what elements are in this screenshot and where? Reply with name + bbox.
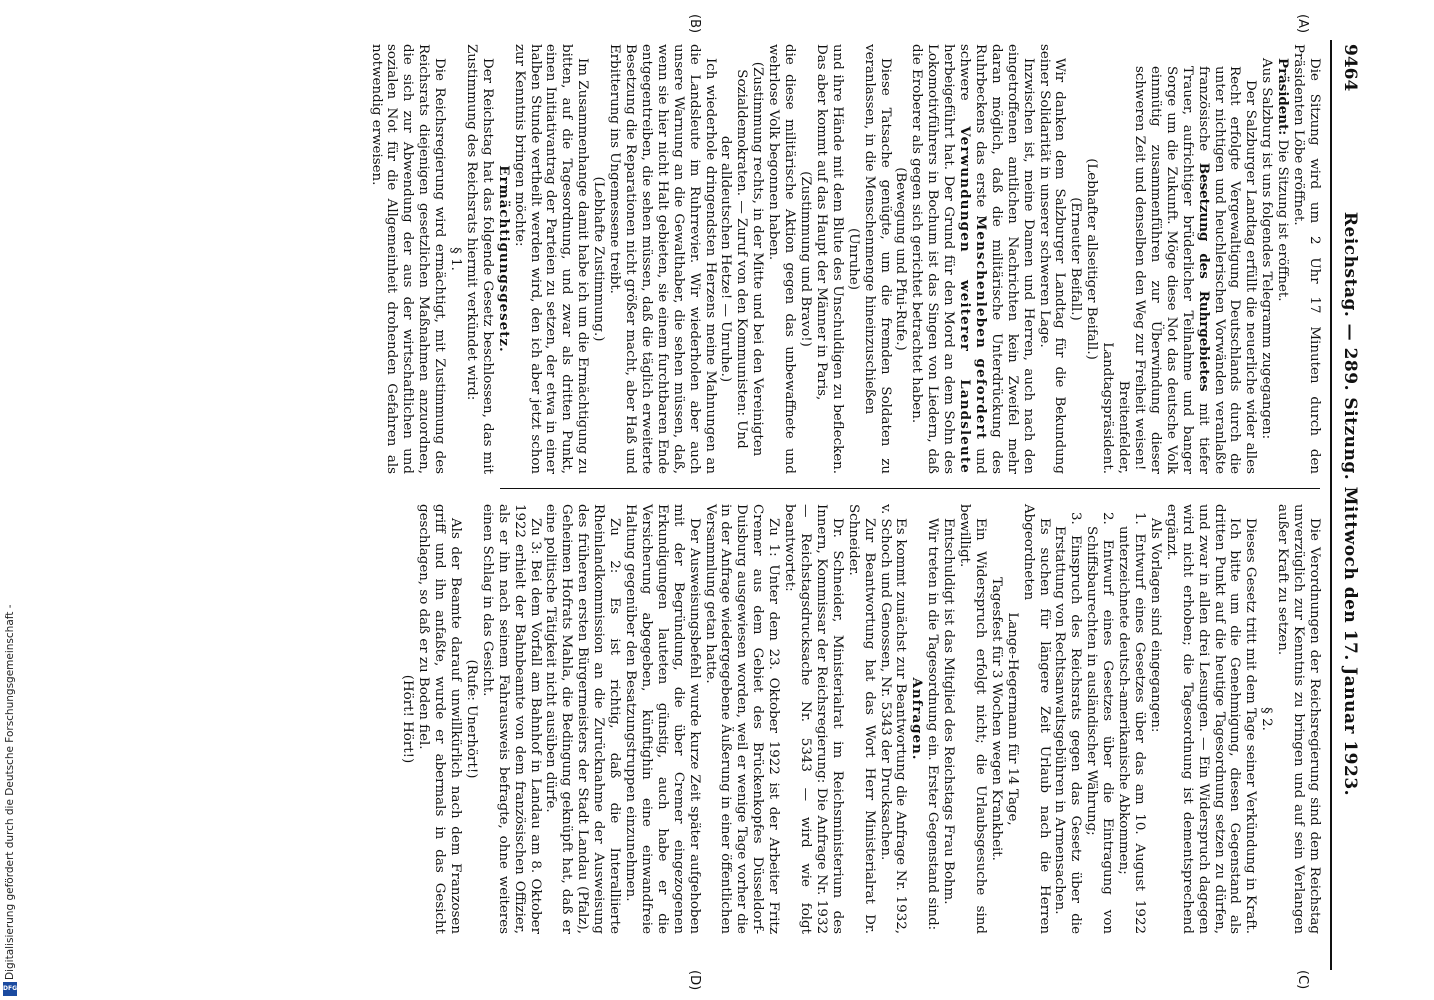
right-paragraph-13: Zu 3: Bei dem Vorfall am Bahnhof in Landau am 8. Oktober 1922 erhielt der Bahnbeamte von dem französischen Offizier, als er ihn nach seinem Fahrausweis befragte, ohne weiteres einen Schlag in das Gesicht. (479, 504, 543, 934)
right-paragraph-6: Wir treten in die Tagesordnung ein. Erster Gegenstand sind: (925, 518, 941, 931)
header-title: Reichstag. — 289. Sitzung. Mittwoch den 17. Januar 1923. (1340, 211, 1360, 797)
right-paragraph-12: Zu 2: Es ist richtig, daß die Interalliierte Rheinlandkommission an die Zurücknahme der Ausweisung des früheren ersten Bürgermeisters der Stadt Landau (Pfalz), Geheimen Hofrats Mahla, die Bedingung geknüpft hat, daß er eine politische Tätigkeit nicht ausüben dürfe. (543, 504, 623, 934)
vorlage-item-1: 1. Entwurf eines Gesetzes über das am 10. August 1922 unterzeichnete deutsch-amerikanische Abkommen; (1116, 512, 1148, 934)
paragraph-1: Wir danken dem Salzburger Landtag für die Bekundung seiner Solidarität in unserer schweren Lage. (1036, 44, 1068, 474)
anfragen-heading: Anfragen. (909, 677, 926, 761)
right-paragraph-2: Dieses Gesetz tritt mit dem Tage seiner Verkündung in Kraft. (1243, 518, 1259, 934)
urlaub-item-1: Lange-Hegermann für 14 Tage, (1004, 612, 1020, 826)
column-divider (500, 488, 1320, 489)
reaction-1: (Bewegung und Pfui-Rufe.) (893, 167, 909, 351)
reaction-2: (Unruhe) (845, 228, 861, 290)
margin-label-b: (B) (687, 14, 702, 34)
right-paragraph-11: Der Ausweisungsbefehl wurde kurze Zeit später aufgehoben mit der Begründung, die über Cremer eingezogenen Erkundigungen lauteten günstig, auch habe er die Versicherung abgegeben, künftighin eine einwandfreie Haltung gegenüber den Besatzungstruppen einzunehmen. (623, 504, 702, 934)
page-number: 9464 (1340, 44, 1360, 92)
vorlage-item-2: 2. Entwurf eines Gesetzes über die Eintragung von Schiffsbaurechten in ausländischer Währung; (1084, 512, 1116, 934)
law-title: Ermächtigungsgesetz. (495, 165, 512, 353)
telegram-text: Der Salzburger Landtag erfüllt die neuerliche wider alles Recht erfolgte Vergewaltigung Deutschlands durch die unter nichtigen und heuchlerischen Vorwänden veranlaßte französische Besetzung des Ruhrgebietes mit tiefer Trauer, aufrichtiger brüderlicher Teilnahme und banger Sorge um die Zukunft. Möge diese Not das deutsche Volk einmütig zusammenführen zur Überwindung dieser schweren Zeit und denselben den Weg zur Freiheit weisen! (1132, 66, 1259, 474)
left-column (368, 44, 1322, 474)
right-paragraph-5: Entschuldigt ist das Mitglied des Reichstags Frau Bohm. (941, 518, 957, 905)
right-column (399, 504, 1322, 934)
right-paragraph-9: Dr. Schneider, Ministerialrat im Reichsministerium des Innern, Kommissar der Reichsregierung: Die Anfrage Nr. 1932 — Reichstagsdrucksache Nr. 5343 — wird wie folgt beantwortet: (782, 504, 845, 934)
right-paragraph-8: Zur Beantwortung hat das Wort Herr Ministerialrat Dr. Schneider. (845, 504, 877, 934)
footer-text: Digitalisierung gefördert durch die Deutsche Forschungsgemeinschaft - (4, 604, 16, 980)
right-paragraph-3: Ich bitte um die Genehmigung, diesen Gegenstand als dritten Punkt auf die heutige Tagesordnung setzen zu dürfen, und zwar in allen drei Lesungen. — Ein Widerspruch dagegen wird nicht erhoben; die Tagesordnung ist dementsprechend ergänzt. (1163, 504, 1243, 934)
law-intro: Der Reichstag hat das folgende Gesetz beschlossen, das mit Zustimmung des Reichsrats hiermit verkündet wird: (463, 44, 495, 474)
signature-name: Breitenfelder, (1116, 380, 1132, 474)
vorlagen-heading: Als Vorlagen sind eingegangen: (1147, 518, 1163, 733)
right-paragraph-10: Zu 1: Unter dem 23. Oktober 1922 ist der Arbeiter Fritz Cremer aus dem Gebiet des Brückenkopfes Düsseldorf-Duisburg ausgewiesen worden, weil er wenige Tage vorher die in der Anfrage wiedergegebene Äußerung in einer öffentlichen Versammlung getan hatte. (702, 504, 782, 934)
urlaub-item-2: Tagesfest für 3 Wochen wegen Krankheit. (988, 577, 1004, 861)
reaction-7: (Hört! Hört!) (400, 674, 416, 764)
law-paragraph-1: Die Reichsregierung wird ermächtigt, mit Zustimmung des Reichsrats diejenigen gesetzlichen Maßnahmen anzuordnen, die sich zur Abwendung der aus der wirtschaftlichen und sozialen Not für die Allgemeinheit drohenden Gefahren als notwendig erweisen. (368, 44, 448, 474)
paragraph-4: die diese militärische Aktion gegen das unbewaffnete und wehrlose Volk begonnen haben. (766, 44, 798, 474)
rotated-newspaper-page (8, 4, 1368, 1000)
right-paragraph-1: Die Verordnungen der Reichsregierung sind dem Reichstag unverzüglich zur Kenntnis zu bringen und auf sein Verlangen außer Kraft zu setzen. (1275, 504, 1322, 934)
margin-label-d: (D) (687, 970, 702, 991)
reaction-4: (Zustimmung rechts, in der Mitte und bei den Vereinigten Sozialdemokraten. — Zuruf von den Kommunisten: Und der alldeutschen Hetze! — Unruhe.) (718, 61, 766, 457)
telegram-intro: Aus Salzburg ist uns folgendes Telegramm zugegangen: (1259, 58, 1275, 440)
opening-text: Die Sitzung wird um 2 Uhr 17 Minuten durch den Präsidenten Löbe eröffnet. (1291, 44, 1322, 474)
paragraph-2: Inzwischen ist, meine Damen und Herren, auch nach den eingetroffenen amtlichen Nachrichten kein Zweifel mehr daran möglich, daß die militärische Unterdrückung des Ruhrbeckens das erste Menschenleben gefordert und schwere Verwundungen weiterer Landsleute herbeigeführt hat. Der Grund für den Mord an dem Sohn des Lokomotivführers in Bochum ist das Singen von Liedern, daß die Eroberer als gegen sich gerichtet betrachtet haben. (909, 44, 1036, 474)
paragraph-sign-2: § 2. (1259, 707, 1275, 731)
paragraph-3b: und ihre Hände mit dem Blute des Unschuldigen zu beflecken. Das aber kommt auf das Haupt der Männer in Paris, (813, 44, 845, 474)
header-rule (1330, 40, 1332, 970)
president-label: Präsident: (1275, 58, 1292, 136)
signature-title: Landtagspräsident. (1100, 342, 1116, 474)
paragraph-6: Im Zusammenhange damit habe ich um die Ermächtigung zu bitten, auf die Tagesordnung, und zwar als dritten Punkt, einen Initiativantrag der Parteien zu setzen, der etwa in einer halben Stunde vertheilt werden wird, den ich aber jetzt schon zur Kenntnis bringen möchte: (511, 44, 591, 474)
reaction-5: (Lebhafte Zustimmung.) (591, 176, 607, 342)
telegram-bold: Besetzung des Ruhrgebietes (1195, 162, 1212, 392)
paragraph-5: Ich wiederhole dringendsten Herzens meine Mahnungen an die Landsleute im Ruhrrevier. Wir wiederholen aber auch unsere Warnung an die Gewalthaber, die sehen müssen, daß, wenn sie hier nicht Halt gebieten, sie einem furchtbaren Ende entgegentreiben, die sehen müssen, daß die täglich erweiterte Besetzung die Reparationen nicht größer macht, aber Haß und Erbitterung ins Ungemessene treibt. (607, 44, 718, 474)
right-paragraph-4: Ein Widerspruch erfolgt nicht; die Urlaubsgesuche sind bewilligt. (957, 504, 988, 934)
applause-1: (Lebhafter allseitiger Beifall.) (1084, 158, 1100, 360)
page-header (1334, 44, 1360, 964)
paragraph-3: Diese Tatsache genügte, um die fremden Soldaten zu veranlassen, in die Menschenmenge hineinzuschießen (861, 44, 893, 474)
reaction-3: (Zustimmung und Bravo!) (798, 171, 813, 347)
president-text: Die Sitzung ist eröffnet. (1275, 139, 1291, 302)
vorlage-item-3: 3. Einspruch des Reichsrats gegen das Gesetz über die Erstattung von Rechtsanwaltsgebühren in Armensachen. (1052, 512, 1084, 934)
digitization-footer (2, 600, 18, 998)
urlaub-text: Es suchen für längere Zeit Urlaub nach die Herren Abgeordneten (1020, 504, 1052, 934)
reaction-6: (Rufe: Unerhört!) (463, 659, 479, 779)
right-paragraph-14: Als der Beamte darauf unwillkürlich nach dem Franzosen griff und ihn anfaßte, wurde er abermals in das Gesicht geschlagen, so daß er zu Boden fiel. (416, 504, 464, 934)
paragraph-sign-1: § 1. (448, 247, 464, 271)
margin-label-a: (A) (1295, 14, 1310, 34)
dfg-logo-icon: DFG (3, 982, 17, 996)
right-paragraph-7: Es kommt zunächst zur Beantwortung die Anfrage Nr. 1932, v. Schoch und Genossen, Nr. 5343 der Drucksachen. (877, 504, 909, 934)
applause-2: (Erneuter Beifall.) (1068, 197, 1084, 321)
margin-label-c: (C) (1295, 970, 1310, 990)
